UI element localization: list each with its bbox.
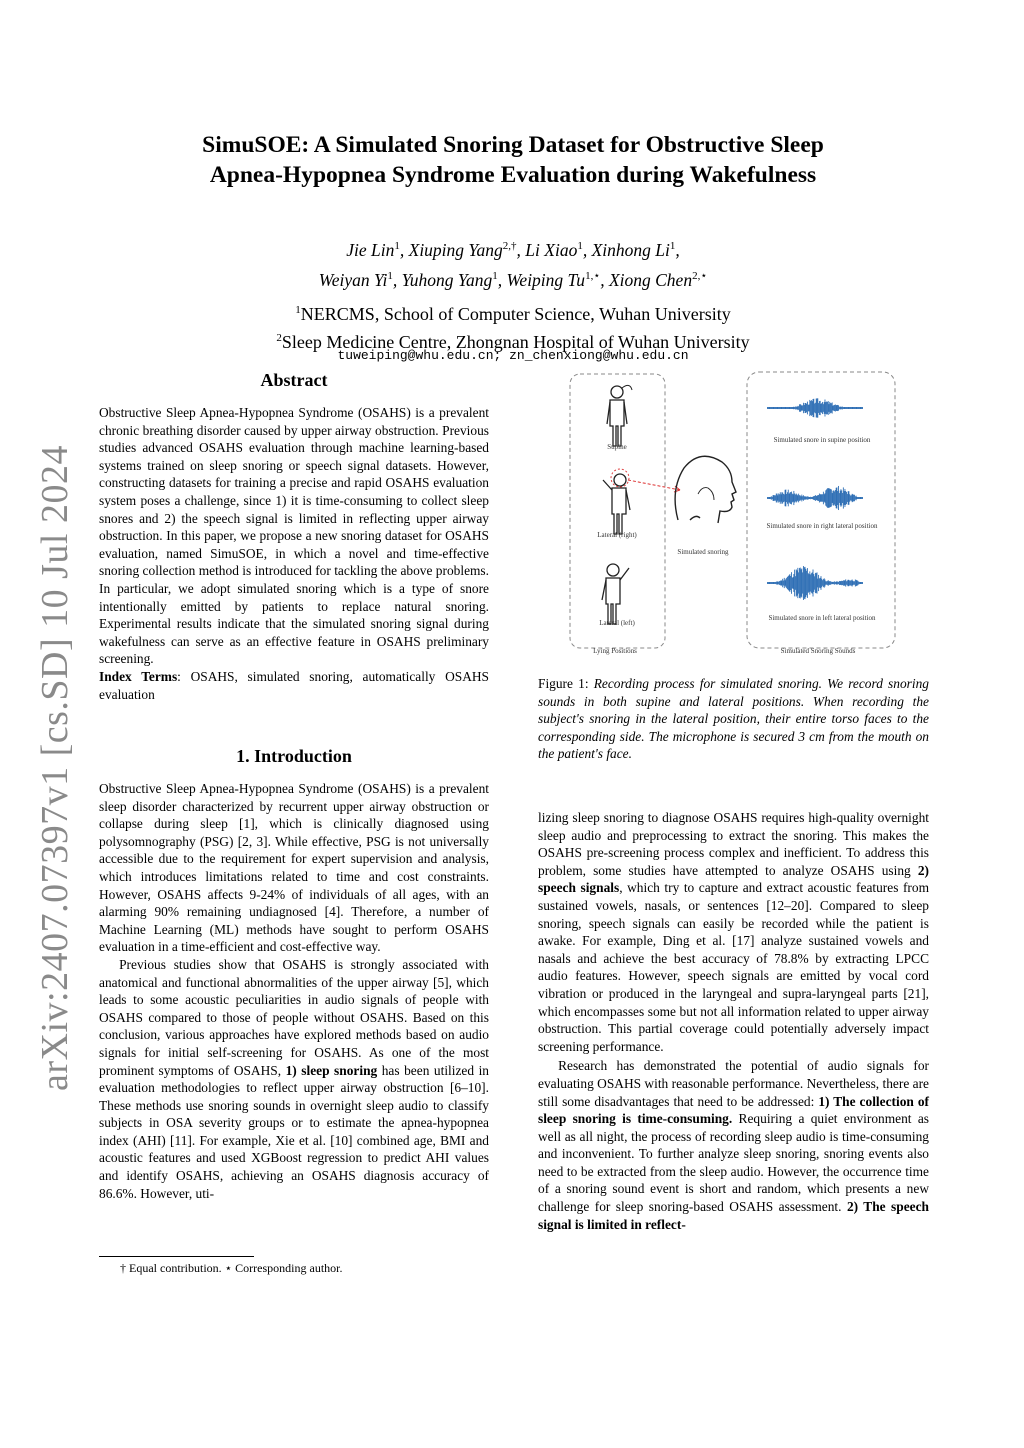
lying-positions-box xyxy=(570,374,665,648)
label-lateral-left: Lateral (left) xyxy=(599,619,635,627)
author-sup: 1 xyxy=(394,240,400,252)
author-sup: 2,⋆ xyxy=(692,269,708,282)
supine-person-icon xyxy=(607,385,632,446)
abstract-body xyxy=(99,404,489,703)
index-terms-text: : OSAHS, simulated snoring, automatically OSAHS evaluation xyxy=(99,668,489,702)
right-p1-text-cont: , which try to capture and extract acoustic features from sustained vowels, nasals, or sentences [12–20]. Compared to sleep snoring, speech signals can easily be recorded while the patient is awake. For example, Ding et al. [17] analyze sustained vowels and nasals and achieve the best accuracy of 78.8% by extracting LPCC audio features. However, speech signals are emitted by vocal cord vibration or produced in the laryngeal and supra-laryngeal parts [21], which encompasses some but not all information related to upper airway obstruction. This partial coverage could potentially adversely impact screening performance. xyxy=(538,880,930,1054)
author-name: Li Xiao xyxy=(525,239,578,260)
footnote-divider xyxy=(99,1256,254,1257)
affiliation-1 xyxy=(150,298,876,326)
label-wave-left-lateral: Simulated snore in left lateral position xyxy=(768,614,876,622)
intro-paragraph-1: Obstructive Sleep Apnea-Hypopnea Syndrome (OSAHS) is a prevalent sleep disorder characterized by recurrent upper airway obstruction or collapse during sleep [1], which is clinically diagnosed using polysomnography (PSG) [2, 3]. While effective, PSG is not universally accessible due to the requirement for expert supervision and analysis, which introduces limitations related to time and cost constraints. However, OSAHS affects 9-24% of individuals of all ages, with an alarming 90% remaining undiagnosed [4]. Therefore, a number of Machine Learning (ML) methods have sought to perform OSAHS evaluation in a time-efficient and cost-effective way. xyxy=(99,781,489,955)
right-paragraph-2 xyxy=(538,1057,929,1233)
recording-process-diagram xyxy=(560,370,910,660)
abstract-paragraph: Obstructive Sleep Apnea-Hypopnea Syndrome (OSAHS) is a prevalent chronic breathing disorder caused by upper airway obstruction. Previous studies advanced OSAHS evaluation through machine learning-based systems trained on sleep snoring or speech signal datasets. However, constructing datasets for training a precise and rapid OSAHS evaluation system poses a challenge, since 1) it is time-consuming to collect sleep snores and 2) the speech signal is limited in reflecting upper airway obstruction. In this paper, we propose a new snoring dataset for OSAHS evaluation, named SimuSOE, in which a novel and time-effective snoring collection method is introduced for tackling the above problems. In particular, we adopt simulated snoring which is a type of snore intentionally emitted by patients to replace natural snoring. Experimental results indicate that the simulated snoring signal during wakefulness can serve as an effective feature in OSAHS preliminary screening. xyxy=(99,405,489,667)
lateral-left-person-icon xyxy=(602,564,629,624)
author-name: Yuhong Yang xyxy=(401,269,493,290)
affil-sup: 2 xyxy=(276,332,282,344)
affil-sup: 1 xyxy=(295,304,301,316)
author-sup: 1 xyxy=(669,240,676,252)
figure-1-caption xyxy=(538,675,929,763)
introduction-section xyxy=(99,746,489,1202)
author-name: Xiong Chen xyxy=(608,269,693,290)
author-sup: 1 xyxy=(577,240,583,252)
intro-p2-text: Previous studies show that OSAHS is strongly associated with anatomical and functional abnormalities of the upper airway [5], which leads to some acoustic peculiarities in audio signals of people with OSAHS compared to those of people without OSAHS. Based on this conclusion, various approaches have explored methods based on audio signals for initial self-screening for OSAHS. As one of the most prominent symptoms of OSAHS, xyxy=(99,956,489,1078)
author-name: Xiuping Yang xyxy=(408,239,503,260)
label-simulated-snoring-sounds: Simulated Snoring Sounds xyxy=(780,647,856,655)
abstract-heading: Abstract xyxy=(260,370,328,390)
right-paragraph-1 xyxy=(538,809,929,1055)
arxiv-identifier: arXiv:2407.07397v1 [cs.SD] 10 Jul 2024 xyxy=(34,445,76,1091)
author-name: Weiping Tu xyxy=(506,269,586,290)
caption-text: Recording process for simulated snoring. We record snoring sounds in both supine and lateral positions. When recording the subject's snoring in the lateral position, their entire torso faces to the corresponding side. The microphone is secured 3 cm from the mouth on the patient's face. xyxy=(538,676,929,762)
label-lateral-right: Lateral (right) xyxy=(597,531,637,539)
author-name: Weiyan Yi xyxy=(318,269,388,290)
arxiv-side-stamp xyxy=(0,0,90,1448)
right-p2-bold-1: 1) The collection of sleep snoring is time-consuming. xyxy=(538,1093,929,1127)
label-supine: Supine xyxy=(607,443,627,451)
lateral-right-person-icon xyxy=(603,469,630,534)
head-profile-icon xyxy=(675,456,736,523)
author-list xyxy=(150,233,876,293)
index-terms xyxy=(99,668,489,703)
author-name: Xinhong Li xyxy=(591,239,670,260)
figure-1 xyxy=(560,370,910,660)
author-sup: 2,† xyxy=(502,240,517,252)
title-line-2: Apnea-Hypopnea Syndrome Evaluation during Wakefulness xyxy=(209,162,817,188)
author-line-1: Jie Lin$^1$, Xiuping Yang$^{2,\dagger}$, Li Xiao$^1$, Xinhong Li$^1$, xyxy=(346,239,680,260)
intro-p2-bold: 1) sleep snoring xyxy=(285,1062,378,1078)
label-wave-right-lateral: Simulated snore in right lateral position xyxy=(766,522,878,530)
snoring-sounds-box xyxy=(747,372,895,648)
waveform-right-lateral xyxy=(768,486,863,510)
intro-p2-text-cont: has been utilized in evaluation methodologies to reflect upper airway obstruction [6–10]. These methods use snoring sounds in overnight sleep audio to classify subjects in OSA severity groups or to estimate the apnea-hypopnea index (AHI) [11]. For example, Xie et al. [10] combined age, BMI and acoustic features and used XGBoost regression to predict AHI values and identify OSAHS, achieving an OSAHS diagnosis accuracy of 86.6%. However, uti- xyxy=(99,1062,489,1201)
waveform-left-lateral xyxy=(768,566,863,600)
intro-paragraph-2 xyxy=(99,956,489,1202)
author-sup: 1,⋆ xyxy=(585,269,601,282)
affil-text: Sleep Medicine Centre, Zhongnan Hospital of Wuhan University xyxy=(281,332,750,352)
waveform-supine xyxy=(768,398,863,417)
right-column-body xyxy=(538,809,929,1233)
author-sup: 1 xyxy=(387,269,393,282)
author-line-2: Weiyan Yi$^1$, Yuhong Yang$^1$, Weiping $Tu^{1,⋆}$, Xiong Chen$^{2,⋆}$ xyxy=(318,269,708,290)
right-p2-bold-2: 2) The speech signal is limited in reflect- xyxy=(538,1199,929,1232)
index-terms-label: Index Terms xyxy=(99,668,178,684)
affiliations xyxy=(150,298,876,354)
introduction-body xyxy=(99,780,489,1202)
abstract-section xyxy=(99,370,489,703)
right-p2-text: Research has demonstrated the potential of audio signals for evaluating OSAHS with reasonable performance. Nevertheless, there are still some disadvantages that need to be addressed: xyxy=(538,1058,929,1109)
label-lying-positions: Lying Positions xyxy=(593,647,637,655)
right-p2-text-cont: Requiring a quiet environment as well as all night, the process of recording sleep audio is time-consuming and inconvenient. To further analyze sleep snoring, snoring events also need to be extracted from the sleep audio. However, the occurrence time of a snoring sound event is short and random, which presents a new challenge for sleep snoring-based OSAHS assessment. xyxy=(538,1111,929,1215)
caption-label: Figure 1: xyxy=(538,676,594,691)
title-line-1: SimuSOE: A Simulated Snoring Dataset for Obstructive Sleep xyxy=(202,132,824,158)
footnote: † Equal contribution. ⋆ Corresponding author. xyxy=(120,1261,343,1275)
contact-email[interactable]: tuweiping@whu.edu.cn; zn_chenxiong@whu.edu.cn xyxy=(337,348,689,363)
author-sup: 1 xyxy=(492,269,498,282)
introduction-heading: 1. Introduction xyxy=(236,746,352,766)
microphone-arrow xyxy=(628,480,680,490)
right-p1-text: lizing sleep snoring to diagnose OSAHS requires high-quality overnight sleep audio and preprocessing to extract the snoring. This makes the OSAHS pre-screening process complex and inefficient. To address this problem, some studies have attempted to analyze OSAHS using xyxy=(538,810,929,878)
paper-title xyxy=(150,130,876,190)
label-simulated-snoring: Simulated snoring xyxy=(677,548,729,556)
author-name: Jie Lin xyxy=(346,239,395,260)
label-wave-supine: Simulated snore in supine position xyxy=(773,436,871,444)
affil-text: NERCMS, School of Computer Science, Wuhan University xyxy=(300,304,731,324)
right-p1-bold: 2) speech signals xyxy=(538,862,929,896)
right-column-text xyxy=(538,809,929,1233)
